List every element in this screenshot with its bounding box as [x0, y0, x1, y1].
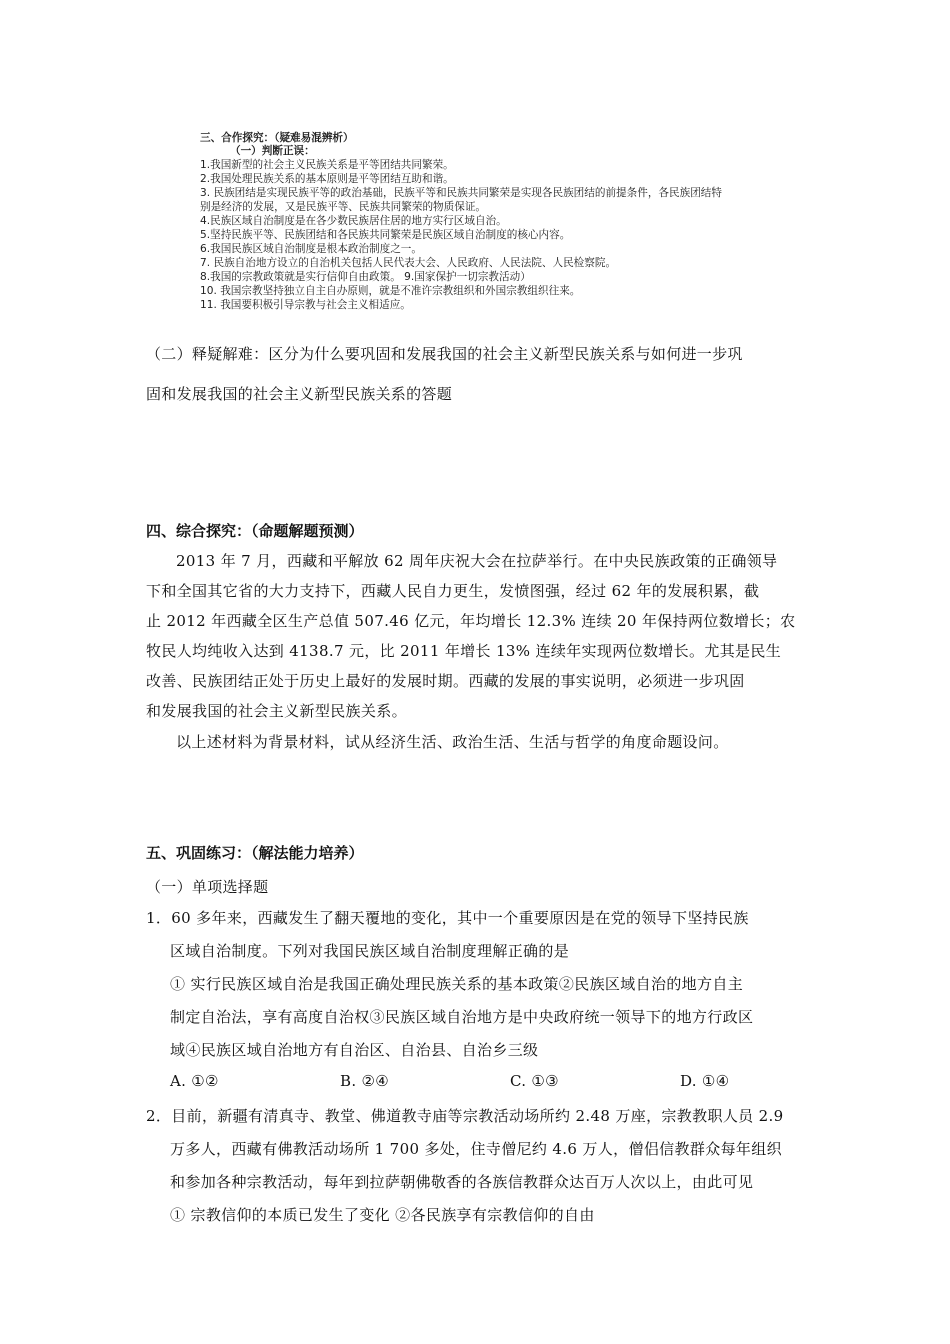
section5-heading: 五、巩固练习：（解法能力培养） — [146, 844, 364, 862]
section2-line2: 固和发展我国的社会主义新型民族关系的答题 — [146, 385, 453, 403]
inset-item: 别是经济的发展，又是民族平等、民族共同繁荣的物质保证。 — [200, 201, 487, 213]
question-1-line: 制定自治法，享有高度自治权③民族区域自治地方是中央政府统一领导下的地方行政区 — [170, 1008, 754, 1026]
question-1-line: ① 实行民族区域自治是我国正确处理民族关系的基本政策②民族区域自治的地方自主 — [170, 975, 744, 993]
section4-heading: 四、综合探究：（命题解题预测） — [146, 522, 364, 540]
inset-item: 4.民族区域自治制度是在各少数民族居住居的地方实行区域自治。 — [200, 215, 507, 227]
paragraph-line: 牧民人均纯收入达到 4138.7 元，比 2011 年增长 13% 连续年实现两位数增长。尤其是民生 — [146, 642, 782, 660]
inset-item: 7. 民族自治地方设立的自治机关包括人民代表大会、人民政府、人民法院、人民检察院。 — [200, 257, 617, 269]
option-a: A. ①② — [170, 1072, 219, 1090]
paragraph-line: 和发展我国的社会主义新型民族关系。 — [146, 702, 407, 720]
inset-subtitle: （一）判断正误： — [230, 145, 315, 157]
question-2-line: 2．目前，新疆有清真寺、教堂、佛道教寺庙等宗教活动场所约 2.48 万座，宗教教职人员 2.9 — [146, 1107, 784, 1125]
section5-subheading: （一）单项选择题 — [146, 878, 269, 896]
inset-item: 1.我国新型的社会主义民族关系是平等团结共同繁荣。 — [200, 159, 454, 171]
inset-item: 10. 我国宗教坚持独立自主自办原则，就是不准许宗教组织和外国宗教组织往来。 — [200, 285, 581, 297]
question-2-line: ① 宗教信仰的本质已发生了变化 ②各民族享有宗教信仰的自由 — [170, 1206, 595, 1224]
option-b: B. ②④ — [340, 1072, 389, 1090]
section4-instruction: 以上述材料为背景材料，试从经济生活、政治生活、生活与哲学的角度命题设问。 — [176, 733, 729, 751]
scanned-inset — [200, 128, 722, 316]
paragraph-line: 止 2012 年西藏全区生产总值 507.46 亿元，年均增长 12.3% 连续 20 年保持两位数增长；农 — [146, 612, 796, 630]
option-c: C. ①③ — [510, 1072, 559, 1090]
question-2-line: 和参加各种宗教活动，每年到拉萨朝佛敬香的各族信教群众达百万人次以上，由此可见 — [170, 1173, 754, 1191]
inset-item: 2.我国处理民族关系的基本原则是平等团结互助和谐。 — [200, 173, 454, 185]
question-1-line: 域④民族区域自治地方有自治区、自治县、自治乡三级 — [170, 1041, 539, 1059]
question-2-line: 万多人，西藏有佛教活动场所 1 700 多处，住寺僧尼约 4.6 万人，僧侣信教群众每年组织 — [170, 1140, 782, 1158]
inset-item: 11. 我国要积极引导宗教与社会主义相适应。 — [200, 299, 411, 311]
inset-item: 8.我国的宗教政策就是实行信仰自由政策。 9.国家保护一切宗教活动） — [200, 271, 531, 283]
paragraph-line: 改善、民族团结正处于历史上最好的发展时期。西藏的发展的事实说明，必须进一步巩固 — [146, 672, 745, 690]
inset-item: 3. 民族团结是实现民族平等的政治基础，民族平等和民族共同繁荣是实现各民族团结的前提条件，各民族团结特 — [200, 187, 722, 199]
paragraph-line: 下和全国其它省的大力支持下，西藏人民自力更生，发愤图强，经过 62 年的发展积累，截 — [146, 582, 760, 600]
question-1-line: 1．60 多年来，西藏发生了翻天覆地的变化，其中一个重要原因是在党的领导下坚持民族 — [146, 909, 749, 927]
inset-item: 5.坚持民族平等、民族团结和各民族共同繁荣是民族区域自治制度的核心内容。 — [200, 229, 571, 241]
inset-item: 6.我国民族区域自治制度是根本政治制度之一。 — [200, 243, 422, 255]
inset-title: 三、合作探究：（疑难易混辨析） — [200, 132, 354, 144]
option-d: D. ①④ — [680, 1072, 730, 1090]
section2-line1: （二）释疑解难：区分为什么要巩固和发展我国的社会主义新型民族关系与如何进一步巩 — [146, 345, 743, 363]
question-1-line: 区域自治制度。下列对我国民族区域自治制度理解正确的是 — [170, 942, 570, 960]
paragraph-line: 2013 年 7 月，西藏和平解放 62 周年庆祝大会在拉萨举行。在中央民族政策的正确领导 — [176, 552, 778, 570]
